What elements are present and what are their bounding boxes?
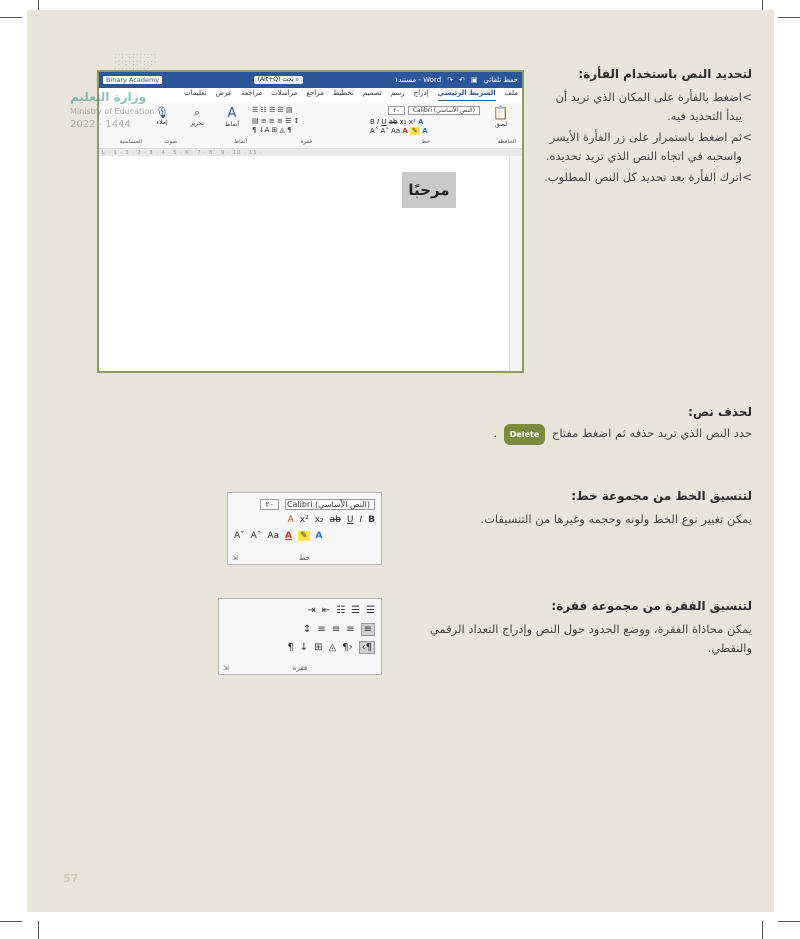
tab-mailings[interactable]: مراسلات — [271, 89, 298, 97]
delete-text-end: . — [493, 426, 498, 440]
tab-insert[interactable]: إدراج — [413, 89, 429, 97]
crop-mark — [38, 921, 39, 939]
delete-key: Delete — [504, 424, 545, 445]
italic-button[interactable]: I — [359, 515, 363, 525]
line-spacing-icon[interactable]: ↕ — [303, 624, 312, 635]
panel-font-name-box[interactable]: (النص الأساسي) Calibri — [285, 499, 375, 510]
font-name-box[interactable]: (النص الأساسي) Calibri — [408, 106, 480, 115]
select-instructions — [537, 88, 752, 189]
styles-icon[interactable]: A — [227, 106, 237, 121]
delete-instructions — [332, 424, 752, 445]
crop-mark — [0, 17, 22, 18]
crop-mark — [778, 17, 800, 18]
tab-draw[interactable]: رسم — [390, 89, 405, 97]
save-icon[interactable]: ▣ — [470, 76, 478, 84]
ministry-watermark — [70, 52, 200, 144]
underline-button[interactable]: U — [346, 515, 354, 525]
bullet-item: > اترك الفأرة بعد تحديد كل النص المطلوب. — [537, 168, 752, 187]
search-box[interactable] — [254, 76, 303, 84]
paragraph-group: ☰ ☷ ☰ ☰ ▤ ▤ ≡ ≡ ≡ ☰ ↕ ¶ ↓A ⊞ ◬ ¶ فقرة — [252, 106, 312, 145]
document-area[interactable] — [99, 156, 510, 371]
editing-button[interactable]: تحرير — [190, 120, 204, 127]
search-icon: ⌕ — [295, 76, 299, 83]
tab-home[interactable]: الشريط الرئيسي — [438, 89, 496, 101]
delete-text: حدد النص الذي تريد حذفه ثم اضغط مفتاح — [551, 426, 752, 440]
redo-icon[interactable]: ↷ — [447, 76, 454, 84]
decrease-indent-icon[interactable]: ⇤ — [321, 605, 331, 616]
highlight-clear-icon[interactable]: A — [287, 515, 294, 525]
borders-icon[interactable]: ⊞ — [314, 642, 323, 653]
ministry-logo-icon: :·:·::·:·:·: ·:·:·::·:·:· :·:·::·:·: — [114, 51, 158, 74]
crop-mark — [762, 921, 763, 939]
tab-file[interactable]: ملف — [504, 89, 518, 97]
select-heading: لتحديد النص باستخدام الفأرة: — [578, 67, 752, 81]
paragraph-group-panel — [218, 598, 382, 675]
tab-view[interactable]: عرض — [215, 89, 233, 97]
font-description: يمكن تغيير نوع الخط ولونه وحجمه وغيرها من التنسيقات. — [480, 512, 752, 526]
crop-mark — [0, 921, 22, 922]
paragraph-label: فقرة — [300, 139, 312, 145]
watermark-english: Ministry of Education — [70, 107, 155, 116]
undo-icon[interactable]: ↶ — [459, 76, 465, 84]
align-left-icon[interactable]: ≡ — [331, 624, 341, 635]
dictate-button[interactable]: إملاء — [156, 119, 168, 126]
font-group: (النص الأساسي) Calibri ٢٠ B I U ab x₂ x² A A˄ A˅ Aa A ✎ A خط — [370, 106, 480, 146]
clipboard-label: الحافظة — [497, 139, 516, 145]
strikethrough-button[interactable]: ab — [329, 515, 341, 525]
panel-font-size-box[interactable]: ٢٠ — [260, 499, 279, 510]
find-icon[interactable]: ⌕ — [193, 106, 201, 119]
font-color-button[interactable]: A — [285, 531, 292, 541]
bullets-icon[interactable]: ☰ — [366, 605, 375, 616]
dialog-launcher-icon[interactable]: ⇲ — [232, 554, 238, 562]
paragraph-launcher-icon[interactable]: ⇲ — [223, 664, 229, 672]
delete-heading: لحذف نص: — [688, 405, 752, 419]
shading-icon[interactable]: ◬ — [328, 642, 337, 653]
font-group-panel — [227, 492, 382, 565]
paste-icon[interactable]: 📋 — [492, 106, 510, 121]
increase-indent-icon[interactable]: ⇥ — [307, 605, 316, 616]
paste-button[interactable]: لصق — [494, 121, 508, 128]
bullet-item: > اضغط بالفأرة على المكان الذي تريد أن يبدأ التحديد فيه. — [537, 88, 752, 126]
clipboard-group — [486, 106, 516, 146]
styles-group — [217, 106, 247, 146]
paragraph-description: يمكن محاذاة الفقرة، ووضع الحدود حول النص وإدراج التعداد الرقمي والنقطي. — [429, 622, 752, 655]
tab-design[interactable]: تصميم — [362, 89, 382, 97]
voice-label: صوت — [164, 139, 177, 145]
watermark-year: 2022 - 1444 — [70, 119, 131, 130]
sensitivity-label: الحساسية — [119, 139, 142, 145]
doc-title: Word - مستند١ — [394, 76, 442, 84]
crop-mark — [778, 921, 800, 922]
styles-label: أنماط — [233, 139, 247, 145]
numbering-icon[interactable]: ☰ — [351, 605, 361, 616]
microphone-icon[interactable]: 🎙 — [155, 106, 169, 119]
font-group-label: خط — [299, 554, 310, 562]
tab-references[interactable]: مراجع — [306, 89, 324, 97]
autosave-toggle[interactable]: حفظ تلقائي — [483, 76, 518, 84]
align-right-icon[interactable]: ≡ — [361, 623, 375, 636]
font-size-box[interactable]: ٢٠ — [388, 106, 404, 115]
bullet-item: > ثم اضغط باستمرار على زر الفأرة الأيسر واسحبه في اتجاه النص الذي تريد تحديده. — [537, 128, 752, 166]
vertical-ruler — [509, 156, 522, 371]
ltr-direction-icon[interactable]: ¶› — [342, 642, 353, 653]
selected-text[interactable]: مرحبًا — [402, 172, 456, 208]
highlight-icon[interactable]: ✎ — [299, 531, 308, 541]
font-heading: لتنسيق الخط من مجموعة خط: — [571, 489, 752, 503]
ruler: L · 1 · 1 · 2 · 3 · 4 · 5 · 6 · 7 · 8 · 9 · 10 · 11 · — [99, 149, 522, 158]
text-effects-button[interactable]: A — [315, 531, 323, 541]
shrink-font-button[interactable]: Aˆ — [250, 531, 262, 541]
tab-layout[interactable]: تخطيط — [332, 89, 354, 97]
tab-review[interactable]: مراجعة — [241, 89, 263, 97]
sort-icon[interactable]: ↓ — [299, 642, 309, 653]
bold-button[interactable]: B — [368, 515, 375, 525]
paragraph-group-label: فقرة — [292, 664, 308, 672]
grow-font-button[interactable]: Aˇ — [234, 531, 245, 541]
multilevel-list-icon[interactable]: ☷ — [336, 605, 346, 616]
styles-button[interactable]: أنماط — [224, 121, 240, 128]
subscript-button[interactable]: x₂ — [314, 515, 324, 525]
watermark-arabic: وزارة التعليم — [70, 90, 147, 104]
search-placeholder: بحث (Alt+Q) — [257, 76, 294, 83]
account-name: Binary Academy — [103, 76, 162, 84]
rtl-direction-icon[interactable]: ‹¶ — [359, 641, 375, 654]
superscript-button[interactable]: x² — [299, 515, 309, 525]
align-center-icon[interactable]: ≡ — [346, 624, 355, 635]
change-case-button[interactable]: Aa — [267, 531, 280, 541]
paragraph-heading: لتنسيق الفقرة من مجموعة فقرة: — [551, 599, 752, 613]
page-number: 57 — [63, 872, 79, 885]
font-label: خط — [421, 139, 430, 145]
tab-help[interactable]: تعليمات — [184, 89, 207, 97]
justify-icon[interactable]: ≡ — [317, 624, 326, 635]
pilcrow-icon[interactable]: ¶ — [287, 642, 294, 653]
